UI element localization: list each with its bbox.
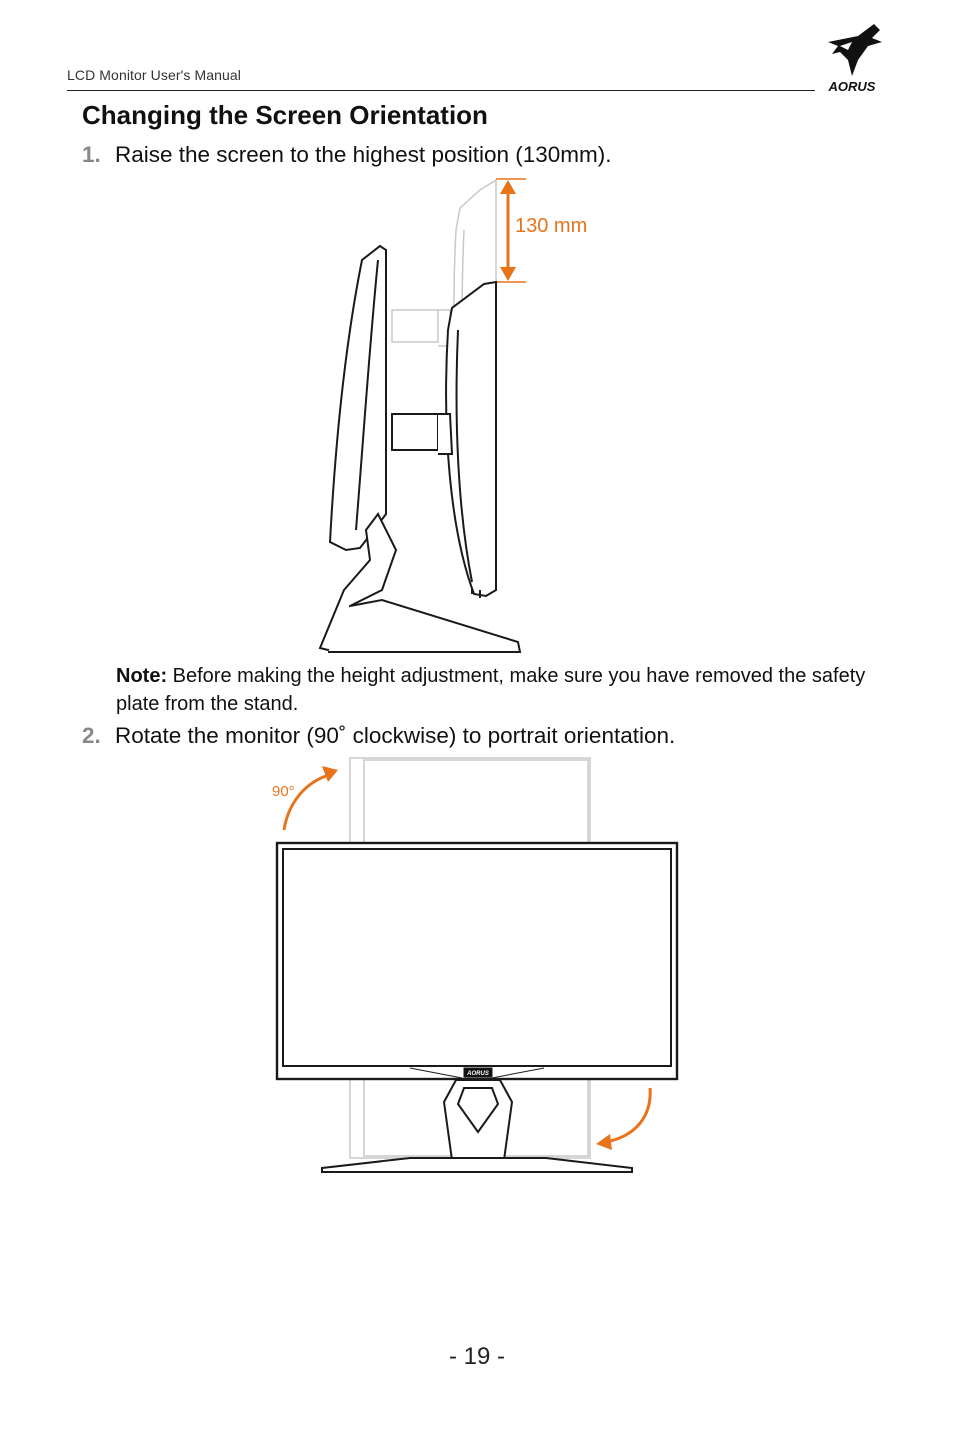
- step-1-number: 1.: [82, 142, 101, 167]
- aorus-eagle-icon: [828, 24, 882, 76]
- bezel-logo: AORUS: [467, 1071, 489, 1077]
- monitor-side-view: [392, 282, 496, 598]
- page-number: - 19 -: [448, 1343, 505, 1370]
- note-label: Note:: [116, 665, 168, 687]
- step-2-number: 2.: [82, 723, 101, 748]
- section-title: Changing the Screen Orientation: [82, 100, 488, 130]
- header-divider: [67, 90, 815, 91]
- height-adjustment-figure: [300, 170, 620, 660]
- brand-wordmark: AORUS: [828, 79, 876, 94]
- note-text: Before making the height adjustment, make sure you have removed the safety plate from the stand.: [116, 665, 866, 715]
- step-2-text: Rotate the monitor (90˚ clockwise) to portrait orientation.: [115, 723, 676, 748]
- rotation-arrow-head-bottom: [596, 1134, 612, 1150]
- rotation-arrow-head-top: [322, 766, 338, 782]
- rotation-figure: [260, 752, 690, 1182]
- angle-label: 90°: [272, 783, 295, 800]
- monitor-front-view: [277, 843, 677, 1079]
- safety-note: [116, 662, 876, 718]
- height-label: 130 mm: [515, 215, 588, 237]
- manual-title: LCD Monitor User's Manual: [67, 67, 242, 83]
- aorus-logo: [818, 20, 886, 94]
- step-1-text: Raise the screen to the highest position (130mm).: [115, 142, 612, 167]
